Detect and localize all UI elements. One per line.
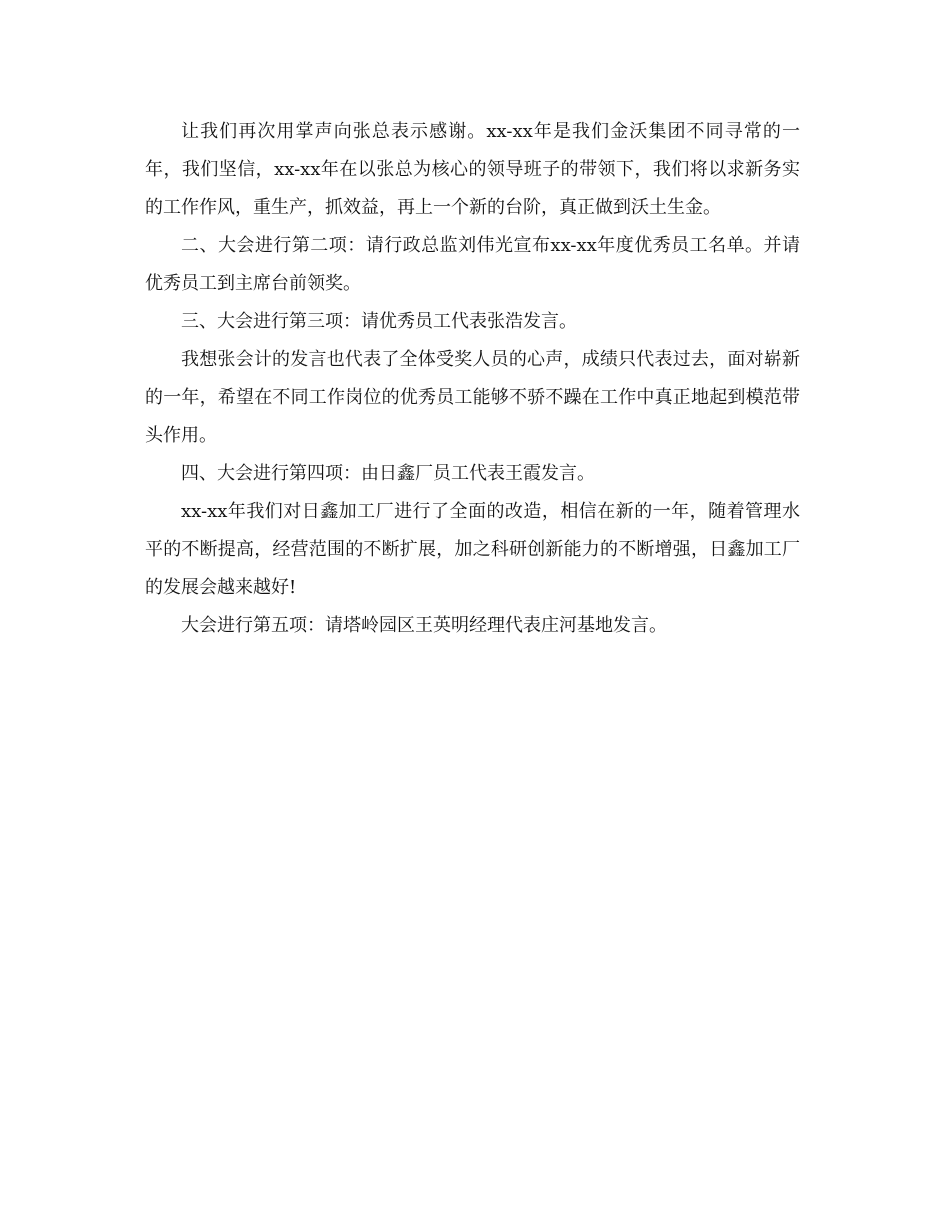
paragraph-item-five: 大会进行第五项：请塔岭园区王英明经理代表庄河基地发言。: [181, 615, 667, 636]
paragraph-thanks: 让我们再次用掌声向张总表示感谢。xx-xx年是我们金沃集团不同寻常的一年，我们坚信，xx-xx年在以张总为核心的领导班子的带领下，我们将以求新务实的工作作风，重生产，抓效益，再上一个新的台阶，真正做到沃土生金。: [145, 121, 800, 218]
paragraph-item-four: 四、大会进行第四项：由日鑫厂员工代表王霞发言。: [181, 463, 595, 484]
paragraph-item-three: 三、大会进行第三项：请优秀员工代表张浩发言。: [181, 311, 577, 332]
paragraph-item-two: 二、大会进行第二项：请行政总监刘伟光宣布xx-xx年度优秀员工名单。并请优秀员工到主席台前领奖。: [145, 235, 800, 294]
paragraph-accountant-speech: 我想张会计的发言也代表了全体受奖人员的心声，成绩只代表过去，面对崭新的一年，希望在不同工作岗位的优秀员工能够不骄不躁在工作中真正地起到模范带头作用。: [145, 349, 800, 446]
document-body: [145, 113, 800, 645]
paragraph-factory-reform: xx-xx年我们对日鑫加工厂进行了全面的改造，相信在新的一年，随着管理水平的不断提高，经营范围的不断扩展，加之科研创新能力的不断增强，日鑫加工厂的发展会越来越好!: [145, 501, 800, 598]
